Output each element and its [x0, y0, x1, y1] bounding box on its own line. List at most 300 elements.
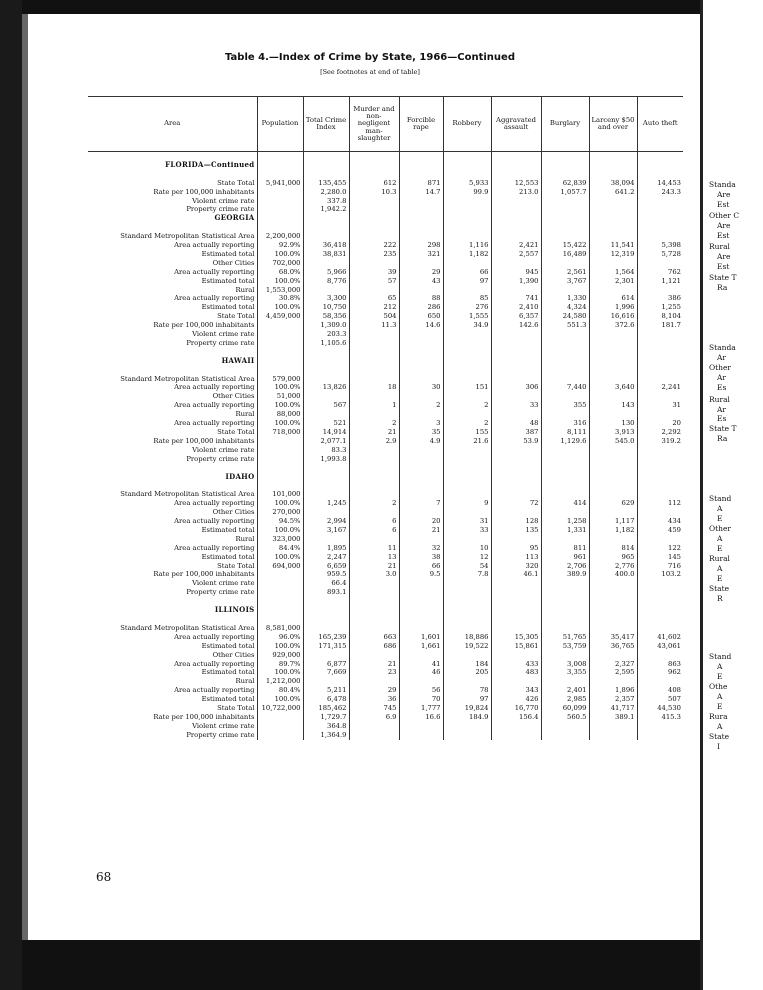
value-cell: 965 [589, 553, 637, 562]
value-cell [443, 152, 491, 161]
value-cell [637, 330, 683, 339]
value-cell [589, 588, 637, 597]
value-cell [491, 464, 541, 473]
value-cell: 78 [443, 686, 491, 695]
value-cell [399, 481, 443, 490]
value-cell [303, 357, 349, 366]
value-cell [589, 606, 637, 615]
value-cell [589, 205, 637, 214]
area-label: State Total [88, 179, 257, 188]
value-cell: 21 [349, 660, 399, 669]
value-cell: 434 [668, 517, 681, 526]
value-cell [541, 339, 589, 348]
spacer-row [88, 464, 683, 473]
value-cell [443, 161, 491, 170]
value-cell [257, 731, 303, 740]
value-cell: 60,099 [541, 704, 589, 713]
value-cell: 316 [541, 419, 589, 428]
value-cell [491, 214, 541, 223]
value-cell [637, 481, 683, 490]
value-cell [637, 508, 683, 517]
value-cell [637, 366, 683, 375]
adjacent-page-text: R [717, 594, 723, 603]
value-cell [541, 677, 589, 686]
value-cell: 3,640 [589, 383, 637, 392]
value-cell [443, 232, 491, 241]
value-cell: 19,824 [443, 704, 491, 713]
value-cell [541, 446, 589, 455]
value-cell: 19,522 [443, 642, 491, 651]
value-cell: 12 [443, 553, 491, 562]
value-cell: 7.8 [443, 570, 491, 579]
value-cell [637, 392, 683, 401]
value-cell [589, 170, 637, 179]
value-cell: 13,826 [303, 383, 349, 392]
area-label: Area actually reporting [88, 419, 257, 428]
value-cell: 12,319 [589, 250, 637, 259]
value-cell [541, 455, 589, 464]
table-body [88, 152, 683, 740]
value-cell: 6 [349, 517, 399, 526]
value-cell [257, 597, 303, 606]
value-cell [541, 606, 589, 615]
value-cell [349, 375, 399, 384]
table-row [88, 695, 683, 704]
value-cell [399, 588, 443, 597]
area-label: Standard Metropolitan Statistical Area [88, 624, 257, 633]
page-number: 68 [96, 870, 112, 884]
value-cell: 41 [399, 660, 443, 669]
value-cell: 101,000 [257, 490, 303, 499]
column-header: Aggravated assault [491, 97, 541, 152]
section-row [88, 606, 683, 615]
value-cell [257, 473, 303, 482]
value-cell [589, 615, 637, 624]
value-cell: 15,861 [491, 642, 541, 651]
value-cell: 1,601 [399, 633, 443, 642]
value-cell [589, 455, 637, 464]
table-row [88, 277, 683, 286]
value-cell [399, 490, 443, 499]
value-cell [443, 651, 491, 660]
value-cell [443, 170, 491, 179]
value-cell: 7,669 [303, 668, 349, 677]
value-cell [443, 464, 491, 473]
adjacent-page-text: Ra [717, 283, 728, 292]
value-cell: 29 [399, 268, 443, 277]
column-header: Forcible rape [399, 97, 443, 152]
value-cell [637, 455, 683, 464]
value-cell: 6,659 [303, 562, 349, 571]
adjacent-page-text: I [717, 742, 720, 751]
value-cell: 893.1 [303, 588, 349, 597]
value-cell [257, 446, 303, 455]
value-cell [303, 232, 349, 241]
value-cell [303, 223, 349, 232]
area-label: Estimated total [88, 642, 257, 651]
value-cell [541, 535, 589, 544]
value-cell: 1,117 [589, 517, 637, 526]
area-label: Property crime rate [88, 455, 257, 464]
value-cell [541, 205, 589, 214]
table-row [88, 544, 683, 553]
adjacent-page-text: State T [709, 424, 737, 433]
value-cell [589, 366, 637, 375]
value-cell [491, 348, 541, 357]
table-subtitle: [See footnotes at end of table] [320, 68, 420, 76]
value-cell: 16,616 [589, 312, 637, 321]
value-cell: 100.0% [257, 668, 303, 677]
value-cell: 18 [349, 383, 399, 392]
value-cell: 66 [443, 268, 491, 277]
value-cell [399, 339, 443, 348]
column-header: Total Crime Index [303, 97, 349, 152]
value-cell: 2,401 [541, 686, 589, 695]
value-cell [257, 455, 303, 464]
column-header: Auto theft [637, 97, 683, 152]
value-cell: 2,706 [541, 562, 589, 571]
value-cell [589, 481, 637, 490]
value-cell [491, 615, 541, 624]
value-cell: 2,561 [541, 268, 589, 277]
value-cell: 276 [443, 303, 491, 312]
spacer-row [88, 223, 683, 232]
value-cell: 1 [349, 401, 399, 410]
value-cell [349, 259, 399, 268]
value-cell [541, 197, 589, 206]
adjacent-page-text: Ar [717, 405, 727, 414]
value-cell: 1,553,000 [257, 286, 303, 295]
value-cell: 400.0 [589, 570, 637, 579]
area-label: Standard Metropolitan Statistical Area [88, 232, 257, 241]
value-cell: 10,722,000 [257, 704, 303, 713]
area-label: Violent crime rate [88, 446, 257, 455]
value-cell: 1,182 [443, 250, 491, 259]
value-cell: 426 [491, 695, 541, 704]
table-row [88, 704, 683, 713]
value-cell: 5,941,000 [257, 179, 303, 188]
value-cell: 702,000 [257, 259, 303, 268]
value-cell: 1,390 [491, 277, 541, 286]
value-cell [637, 651, 683, 660]
value-cell: 1,116 [443, 241, 491, 250]
value-cell [303, 651, 349, 660]
value-cell [303, 152, 349, 161]
value-cell: 1,330 [541, 294, 589, 303]
value-cell: 6 [349, 526, 399, 535]
value-cell [303, 348, 349, 357]
value-cell [443, 481, 491, 490]
area-label: Rural [88, 535, 257, 544]
value-cell: 38,831 [303, 250, 349, 259]
scan-border-left-inner [22, 0, 28, 990]
value-cell [443, 392, 491, 401]
value-cell: 962 [668, 668, 681, 677]
value-cell: 85 [443, 294, 491, 303]
value-cell [443, 223, 491, 232]
value-cell: 408 [668, 686, 681, 695]
value-cell [541, 473, 589, 482]
value-cell: 13 [349, 553, 399, 562]
table-row [88, 562, 683, 571]
value-cell: 1,896 [589, 686, 637, 695]
adjacent-page-text: A [717, 662, 723, 671]
value-cell: 212 [349, 303, 399, 312]
value-cell [637, 597, 683, 606]
value-cell [589, 330, 637, 339]
value-cell [637, 464, 683, 473]
value-cell: 34.9 [443, 321, 491, 330]
value-cell: 100.0% [257, 401, 303, 410]
value-cell: 12,553 [491, 179, 541, 188]
table-row [88, 633, 683, 642]
value-cell [589, 232, 637, 241]
value-cell [349, 286, 399, 295]
value-cell: 14.6 [399, 321, 443, 330]
area-label: Area actually reporting [88, 383, 257, 392]
value-cell [443, 455, 491, 464]
value-cell: 205 [443, 668, 491, 677]
value-cell [349, 464, 399, 473]
value-cell [443, 624, 491, 633]
value-cell [399, 286, 443, 295]
value-cell: 165,239 [303, 633, 349, 642]
area-label: Area actually reporting [88, 517, 257, 526]
value-cell: 1,661 [399, 642, 443, 651]
value-cell [443, 205, 491, 214]
value-cell [541, 722, 589, 731]
value-cell: 15,305 [491, 633, 541, 642]
value-cell [541, 588, 589, 597]
value-cell: 2 [443, 401, 491, 410]
value-cell [443, 348, 491, 357]
value-cell: 319.2 [661, 436, 681, 445]
value-cell: 2,292 [661, 428, 681, 437]
table-row [88, 722, 683, 731]
value-cell [637, 722, 683, 731]
value-cell: 11,541 [589, 241, 637, 250]
value-cell [589, 624, 637, 633]
value-cell [541, 348, 589, 357]
value-cell [349, 722, 399, 731]
value-cell [303, 259, 349, 268]
value-cell [257, 579, 303, 588]
value-cell: 39 [349, 268, 399, 277]
column-header: Burglary [541, 97, 589, 152]
table-row [88, 401, 683, 410]
value-cell [257, 570, 303, 579]
value-cell: 741 [491, 294, 541, 303]
value-cell: 24,580 [541, 312, 589, 321]
value-cell [349, 214, 399, 223]
spacer-row [88, 348, 683, 357]
value-cell: 459 [668, 525, 681, 534]
value-cell: 8,104 [661, 312, 681, 321]
value-cell: 504 [349, 312, 399, 321]
value-cell: 321 [399, 250, 443, 259]
value-cell [349, 731, 399, 740]
value-cell: 1,245 [303, 499, 349, 508]
value-cell: 88,000 [257, 410, 303, 419]
area-label: Area actually reporting [88, 241, 257, 250]
value-cell [637, 606, 683, 615]
value-cell [257, 188, 303, 197]
value-cell: 113 [491, 553, 541, 562]
value-cell: 483 [491, 668, 541, 677]
value-cell [349, 197, 399, 206]
value-cell [541, 481, 589, 490]
value-cell [443, 588, 491, 597]
value-cell [349, 579, 399, 588]
value-cell: 56 [399, 686, 443, 695]
adjacent-page-text: E [717, 514, 723, 523]
value-cell: 355 [541, 401, 589, 410]
value-cell [637, 535, 683, 544]
value-cell: 1,777 [399, 704, 443, 713]
value-cell: 1,212,000 [257, 677, 303, 686]
scan-border-bottom [22, 940, 763, 990]
value-cell: 2,327 [589, 660, 637, 669]
area-label: Violent crime rate [88, 197, 257, 206]
value-cell: 54 [443, 562, 491, 571]
value-cell: 33 [443, 526, 491, 535]
value-cell: 31 [672, 401, 681, 410]
value-cell: 41,602 [657, 632, 681, 641]
value-cell [399, 214, 443, 223]
value-cell: 97 [443, 277, 491, 286]
table-row [88, 570, 683, 579]
value-cell: 2 [399, 401, 443, 410]
value-cell [303, 535, 349, 544]
value-cell [589, 357, 637, 366]
value-cell: 15,422 [541, 241, 589, 250]
value-cell [491, 473, 541, 482]
area-label: Estimated total [88, 553, 257, 562]
value-cell: 337.8 [303, 197, 349, 206]
value-cell [443, 375, 491, 384]
table-row [88, 259, 683, 268]
value-cell: 10,750 [303, 303, 349, 312]
value-cell [349, 615, 399, 624]
value-cell: 343 [491, 686, 541, 695]
value-cell: 2,200,000 [257, 232, 303, 241]
value-cell [541, 508, 589, 517]
value-cell: 3,355 [541, 668, 589, 677]
value-cell: 96.0% [257, 633, 303, 642]
table-row [88, 330, 683, 339]
adjacent-page-text: Rural [709, 242, 730, 251]
table-row [88, 410, 683, 419]
value-cell: 203.3 [303, 330, 349, 339]
value-cell: 389.9 [541, 570, 589, 579]
adjacent-page-text: A [717, 534, 723, 543]
value-cell: 387 [491, 428, 541, 437]
area-label: State Total [88, 562, 257, 571]
value-cell [257, 366, 303, 375]
value-cell: 80.4% [257, 686, 303, 695]
value-cell [349, 330, 399, 339]
value-cell: 1,129.6 [541, 437, 589, 446]
value-cell: 100.0% [257, 499, 303, 508]
adjacent-page-text: Est [717, 231, 730, 240]
value-cell [491, 455, 541, 464]
value-cell [399, 597, 443, 606]
area-label: Violent crime rate [88, 579, 257, 588]
value-cell: 5,211 [303, 686, 349, 695]
adjacent-page-text: Are [717, 190, 731, 199]
value-cell: 1,996 [589, 303, 637, 312]
value-cell [399, 375, 443, 384]
value-cell: 16,489 [541, 250, 589, 259]
spacer-row [88, 615, 683, 624]
value-cell: 100.0% [257, 419, 303, 428]
table-row [88, 321, 683, 330]
value-cell: 2,357 [589, 695, 637, 704]
area-label: Estimated total [88, 303, 257, 312]
table-row [88, 268, 683, 277]
value-cell [589, 597, 637, 606]
area-label: Property crime rate [88, 205, 257, 214]
value-cell: 43 [399, 277, 443, 286]
value-cell: 3.0 [349, 570, 399, 579]
table-row [88, 339, 683, 348]
value-cell: 545.0 [589, 437, 637, 446]
value-cell [443, 579, 491, 588]
value-cell [589, 259, 637, 268]
value-cell: 320 [491, 562, 541, 571]
table-row [88, 188, 683, 197]
value-cell: 567 [303, 401, 349, 410]
value-cell [399, 357, 443, 366]
value-cell: 323,000 [257, 535, 303, 544]
table-row [88, 686, 683, 695]
area-label: Area actually reporting [88, 294, 257, 303]
value-cell [589, 473, 637, 482]
value-cell [637, 161, 683, 170]
value-cell [399, 197, 443, 206]
value-cell [399, 223, 443, 232]
value-cell: 306 [491, 383, 541, 392]
value-cell [303, 490, 349, 499]
value-cell [637, 348, 683, 357]
area-label: Estimated total [88, 526, 257, 535]
value-cell: 11 [349, 544, 399, 553]
value-cell [637, 214, 683, 223]
value-cell: 38 [399, 553, 443, 562]
value-cell [491, 330, 541, 339]
value-cell: 70 [399, 695, 443, 704]
value-cell: 21 [399, 526, 443, 535]
value-cell [541, 214, 589, 223]
table-row [88, 303, 683, 312]
value-cell [443, 731, 491, 740]
value-cell [349, 339, 399, 348]
value-cell [637, 615, 683, 624]
value-cell [589, 446, 637, 455]
adjacent-page-text: Es [717, 414, 727, 423]
value-cell [491, 286, 541, 295]
value-cell: 551.3 [541, 321, 589, 330]
table-row [88, 455, 683, 464]
value-cell: 1,555 [443, 312, 491, 321]
section-heading: HAWAII [88, 357, 257, 366]
table-row [88, 642, 683, 651]
value-cell [399, 535, 443, 544]
section-heading: GEORGIA [88, 214, 257, 223]
value-cell: 745 [349, 704, 399, 713]
value-cell [399, 473, 443, 482]
value-cell [589, 464, 637, 473]
